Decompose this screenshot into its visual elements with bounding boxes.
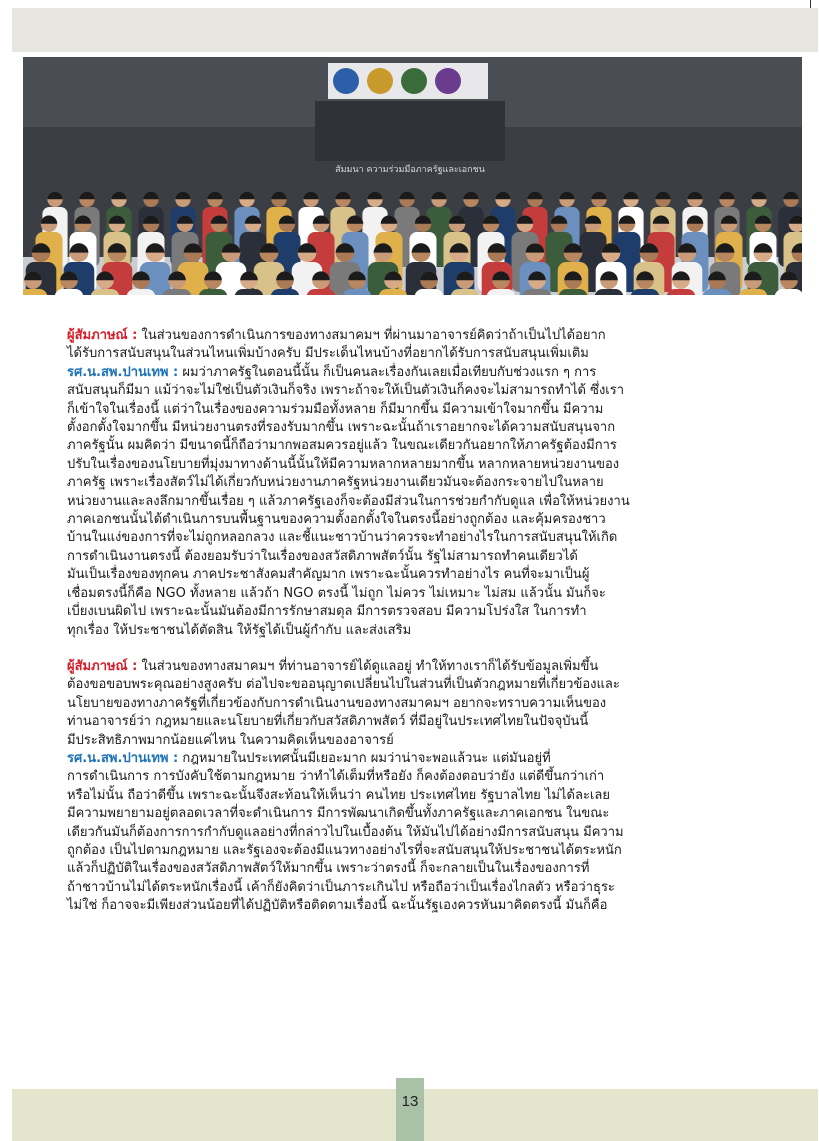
- line-text: ทุกเรื่อง ให้ประชาชนได้ตัดสิน ให้รัฐได้เป็นผู้กำกับ และส่งเสริม: [67, 622, 412, 638]
- speaker-label: รศ.น.สพ.ปานเทพ :: [67, 364, 179, 380]
- person-body: [235, 289, 264, 295]
- line-text: ได้รับการสนับสนุนในส่วนไหนเพิ่มบ้างครับ มีประเด็นไหนบ้างที่อยากได้รับการสนับสนุนเพิ่มเติม: [67, 346, 589, 362]
- group-photo: [23, 57, 802, 295]
- text-line: [67, 437, 753, 455]
- line-text: ปรับในเรื่องของนโยบายที่มุ่งมาทางด้านนี้นั้นให้มีความหลากหลายมากขึ้น หลากหลายหน่วยงานของ: [67, 456, 620, 472]
- text-line: [67, 805, 753, 823]
- text-line: [67, 897, 753, 915]
- text-line: [67, 566, 753, 584]
- line-text: บ้านในแง่ของการที่จะไม่ถูกหลอกลวง และชี้แนะชาวบ้านว่าควรจะทำอย่างไรในการสนับสนุนให้เกิด: [67, 530, 618, 546]
- text-line: [67, 879, 753, 897]
- text-line: [67, 474, 753, 492]
- text-line: [67, 603, 753, 621]
- text-line: [67, 860, 753, 878]
- text-line: [67, 768, 753, 786]
- logo-icon: [333, 68, 359, 94]
- paragraph-gap: [67, 640, 753, 658]
- text-line: [67, 382, 753, 400]
- line-text: ตั้งอกตั้งใจมากขึ้น มีหน่วยงานตรงที่รองรับมากขึ้น เพราะฉะนั้นถ้าเราอยากจะได้ความสนับสนุนจาก: [67, 420, 616, 436]
- person-body: [127, 289, 156, 295]
- header-band: [12, 8, 818, 52]
- line-text: มันเป็นเรื่องของทุกคน ภาคประชาสังคมสำคัญมาก เพราะฉะนั้นควรทำอย่างไร คนที่จะมาเป็นผู้: [67, 567, 590, 583]
- person-body: [91, 289, 120, 295]
- banner-text: สัมมนา ความร่วมมือภาครัฐและเอกชน: [335, 165, 485, 175]
- interview-body: [67, 327, 753, 916]
- text-line: [67, 456, 753, 474]
- person-body: [199, 289, 228, 295]
- line-text: นโยบายของทางภาครัฐที่เกี่ยวข้องกับการดำเนินงานของทางสมาคมฯ อยากจะทราบความเห็นของ: [67, 695, 607, 711]
- text-line: [67, 622, 753, 640]
- person-body: [271, 289, 300, 295]
- text-line: [67, 401, 753, 419]
- person-body: [631, 289, 660, 295]
- line-text: ในส่วนของทางสมาคมฯ ที่ท่านอาจารย์ได้ดูแลอยู่ ทำให้ทางเราก็ได้รับข้อมูลเพิ่มขึ้น: [141, 658, 599, 674]
- line-text: ต้องขอขอบพระคุณอย่างสูงครับ ต่อไปจะขออนุญาตเปลี่ยนไปในส่วนที่เป็นตัวกฎหมายที่เกี่ยวข้องและ: [67, 677, 620, 693]
- person-body: [487, 289, 516, 295]
- text-line: [67, 529, 753, 547]
- interviewer-paragraph: [67, 327, 753, 364]
- line-text: การดำเนินงานตรงนี้ ต้องยอมรับว่าในเรื่องของสวัสดิภาพสัตว์นั้น รัฐไม่สามารถทำคนเดียวได้: [67, 548, 578, 564]
- line-text: ถ้าชาวบ้านไม่ได้ตระหนักเรื่องนี้ เค้าก็ยังคิดว่าเป็นภาระเกินไป หรือถือว่าเป็นเรื่องไกลตัว หรือว่าธุระ: [67, 879, 615, 895]
- interviewee-paragraph: [67, 750, 753, 916]
- text-line: [67, 695, 753, 713]
- line-text: แล้วก็ปฏิบัติในเรื่องของสวัสดิภาพสัตว์ให้มากขึ้น เพราะว่าตรงนี้ ก็จะกลายเป็นในเรื่องของการที่: [67, 861, 590, 877]
- line-text: ก็เข้าใจในเรื่องนี้ แต่ว่าในเรื่องของความร่วมมือทั้งหลาย ก็มีมากขึ้น มีความเข้าใจมากขึ้น มีความ: [67, 401, 604, 417]
- person-body: [415, 289, 444, 295]
- line-text: ผมว่าภาครัฐในตอนนี้นั้น ก็เป็นคนละเรื่องกันเลยเมื่อเทียบกับช่วงแรก ๆ การ: [182, 364, 597, 380]
- text-line: [67, 327, 753, 345]
- text-line: [67, 364, 753, 382]
- line-text: กฎหมายในประเทศนั้นมีเยอะมาก ผมว่าน่าจะพอแล้วนะ แต่มันอยู่ที่: [182, 750, 551, 766]
- line-text: หรือไม่นั้น ถือว่าดีขึ้น เพราะฉะนั้นจึงสะท้อนให้เห็นว่า คนไทย ประเทศไทย รัฐบาลไทย ไม่ได้ละเลย: [67, 787, 610, 803]
- person-body: [343, 289, 372, 295]
- line-text: เบี่ยงเบนผิดไป เพราะฉะนั้นมันต้องมีการรักษาสมดุล มีการตรวจสอบ มีความโปร่งใส ในการทำ: [67, 604, 587, 620]
- logo-icon: [367, 68, 393, 94]
- interviewee-paragraph: [67, 364, 753, 640]
- text-line: [67, 345, 753, 363]
- text-line: [67, 676, 753, 694]
- speaker-label: รศ.น.สพ.ปานเทพ :: [67, 750, 179, 766]
- line-text: ภาคเอกชนนั้นได้ดำเนินการบนพื้นฐานของความตั้งอกตั้งใจในตรงนี้อย่างถูกต้อง และคุ้มครองชาว: [67, 512, 606, 528]
- person-body: [739, 289, 768, 295]
- line-text: สนับสนุนก็มีมา แม้ว่าจะไม่ใช่เป็นตัวเงินก็จริง เพราะถ้าจะให้เป็นตัวเงินก็คงจะไม่สามารถทำได้ ซึ่งเรา: [67, 383, 625, 399]
- page-number-tab: [396, 1078, 424, 1141]
- person-body: [163, 289, 192, 295]
- line-text: ท่านอาจารย์ว่า กฎหมายและนโยบายที่เกี่ยวกับสวัสดิภาพสัตว์ ที่มีอยู่ในประเทศไทยในปัจจุบันนี้: [67, 714, 589, 730]
- line-text: หน่วยงานและลงลึกมากขึ้นเรื่อย ๆ แล้วภาครัฐเองก็จะต้องมีส่วนในการช่วยกำกับดูแล เพื่อให้หน่วยงาน: [67, 493, 630, 509]
- person-body: [667, 289, 696, 295]
- group-photo-illustration: [23, 57, 802, 295]
- person-body: [55, 289, 84, 295]
- text-line: [67, 493, 753, 511]
- person-body: [379, 289, 408, 295]
- line-text: ในส่วนของการดำเนินการของทางสมาคมฯ ที่ผ่านมาอาจารย์คิดว่าถ้าเป็นไปได้อยาก: [141, 328, 606, 343]
- line-text: มีประสิทธิภาพมากน้อยแค่ไหน ในความคิดเห็นของอาจารย์: [67, 732, 394, 748]
- text-line: [67, 511, 753, 529]
- text-line: [67, 658, 753, 676]
- person-body: [559, 289, 588, 295]
- text-line: [67, 787, 753, 805]
- text-line: [67, 419, 753, 437]
- text-line: [67, 548, 753, 566]
- line-text: เชื่อมตรงนี้ก็คือ NGO ทั้งหลาย แล้วถ้า NGO ตรงนี้ ไม่ถูก ไม่ควร ไม่เหมาะ ไม่สม แล้วนั้น มันก็จะ: [67, 585, 606, 601]
- text-line: [67, 824, 753, 842]
- person-body: [523, 289, 552, 295]
- line-text: ไม่ใช่ ก็อาจจะมีเพียงส่วนน้อยที่ได้ปฏิบัติหรือติดตามเรื่องนี้ ฉะนั้นรัฐเองควรหันมาคิดตรงนี้ มันก็คือ: [67, 898, 608, 914]
- person-body: [307, 289, 336, 295]
- speaker-label: ผู้สัมภาษณ์ :: [67, 328, 138, 343]
- text-line: [67, 732, 753, 750]
- line-text: การดำเนินการ การบังคับใช้ตามกฎหมาย ว่าทำได้เต็มที่หรือยัง ก็คงต้องตอบว่ายัง แต่ดีขึ้นกว่าเก่า: [67, 769, 605, 785]
- logo-icon: [435, 68, 461, 94]
- person-body: [703, 289, 732, 295]
- interviewer-paragraph: [67, 658, 753, 750]
- line-text: ภาครัฐนั้น ผมคิดว่า มีขนาดนี้ก็ถือว่ามากพอสมควรอยู่แล้ว ในขณะเดียวกันอยากให้ภาครัฐต้องมีการ: [67, 438, 617, 454]
- stage-banner: [315, 101, 505, 161]
- line-text: ถูกต้อง เป็นไปตามกฎหมาย และรัฐเองจะต้องมีแนวทางอย่างไรที่จะสนับสนุนให้ประชาชนได้ตระหนัก: [67, 842, 622, 858]
- text-line: [67, 842, 753, 860]
- line-text: ภาครัฐ เพราะเรื่องสัตว์ไม่ได้เกี่ยวกับหน่วยงานภาครัฐหน่วยงานเดียวมันจะต้องกระจายไปในหลาย: [67, 475, 604, 491]
- line-text: เดียวกันมันก็ต้องการการกำกับดูแลอย่างที่กล่าวไปในเบื้องต้น ให้มันไปได้อย่างมีการสนับสนุน มีความ: [67, 824, 624, 840]
- text-line: [67, 750, 753, 768]
- page-number: 13: [401, 1093, 419, 1110]
- text-line: [67, 585, 753, 603]
- line-text: มีความพยายามอยู่ตลอดเวลาที่จะดำเนินการ มีการพัฒนาเกิดขึ้นทั้งภาครัฐและภาคเอกชน ในขณะ: [67, 806, 610, 822]
- speaker-label: ผู้สัมภาษณ์ :: [67, 658, 138, 674]
- person-body: [451, 289, 480, 295]
- text-line: [67, 713, 753, 731]
- person-body: [595, 289, 624, 295]
- logo-icon: [401, 68, 427, 94]
